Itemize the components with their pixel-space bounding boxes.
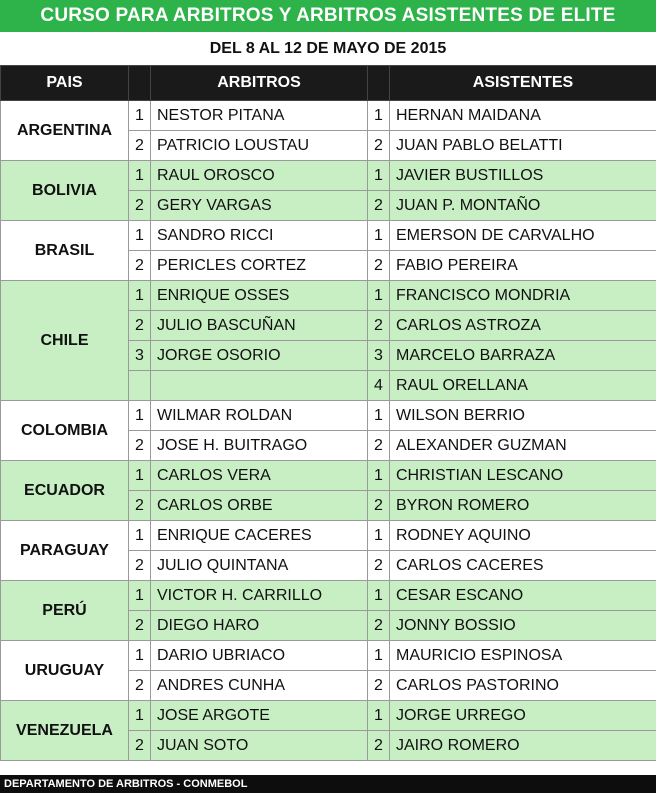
assistant-number: 2 — [368, 131, 390, 161]
country-cell: ECUADOR — [1, 461, 129, 521]
assistant-number: 2 — [368, 191, 390, 221]
referee-number: 2 — [129, 191, 151, 221]
referee-number: 1 — [129, 101, 151, 131]
assistant-number: 1 — [368, 701, 390, 731]
assistant-name: MARCELO BARRAZA — [390, 341, 656, 371]
referee-number: 2 — [129, 431, 151, 461]
referee-name: ENRIQUE OSSES — [151, 281, 368, 311]
referee-name: JUAN SOTO — [151, 731, 368, 761]
assistant-name: MAURICIO ESPINOSA — [390, 641, 656, 671]
referee-name: SANDRO RICCI — [151, 221, 368, 251]
table-row — [1, 221, 656, 251]
assistant-name: EMERSON DE CARVALHO — [390, 221, 656, 251]
referee-number: 1 — [129, 641, 151, 671]
table-row — [1, 281, 656, 311]
referee-number: 2 — [129, 491, 151, 521]
referee-name: PATRICIO LOUSTAU — [151, 131, 368, 161]
assistant-name: RODNEY AQUINO — [390, 521, 656, 551]
assistant-number: 1 — [368, 581, 390, 611]
assistant-name: HERNAN MAIDANA — [390, 101, 656, 131]
referee-number: 1 — [129, 161, 151, 191]
referee-name: CARLOS VERA — [151, 461, 368, 491]
assistant-number: 2 — [368, 731, 390, 761]
assistant-name: CARLOS CACERES — [390, 551, 656, 581]
assistant-number: 2 — [368, 431, 390, 461]
assistant-name: FRANCISCO MONDRIA — [390, 281, 656, 311]
referee-name: PERICLES CORTEZ — [151, 251, 368, 281]
assistant-number: 1 — [368, 641, 390, 671]
assistant-number: 4 — [368, 371, 390, 401]
assistant-name: JAIRO ROMERO — [390, 731, 656, 761]
referee-name: CARLOS ORBE — [151, 491, 368, 521]
assistant-name: JORGE URREGO — [390, 701, 656, 731]
country-cell: ARGENTINA — [1, 101, 129, 161]
assistant-name: CARLOS PASTORINO — [390, 671, 656, 701]
referee-name: JOSE ARGOTE — [151, 701, 368, 731]
referee-name: DIEGO HARO — [151, 611, 368, 641]
footer: DEPARTAMENTO DE ARBITROS - CONMEBOL — [0, 775, 656, 793]
table-header-row — [1, 66, 656, 101]
table-row — [1, 521, 656, 551]
referee-number: 2 — [129, 671, 151, 701]
referee-number: 1 — [129, 581, 151, 611]
referee-number: 3 — [129, 341, 151, 371]
page-title: CURSO PARA ARBITROS Y ARBITROS ASISTENTES DE ELITE — [0, 0, 656, 32]
header-spacer — [368, 66, 390, 101]
header-pais: PAIS — [1, 66, 129, 101]
referee-name: GERY VARGAS — [151, 191, 368, 221]
referee-name: JOSE H. BUITRAGO — [151, 431, 368, 461]
table-row — [1, 701, 656, 731]
referee-number: 1 — [129, 281, 151, 311]
header-arbitros: ARBITROS — [151, 66, 368, 101]
assistant-name: JUAN P. MONTAÑO — [390, 191, 656, 221]
assistant-name: CARLOS ASTROZA — [390, 311, 656, 341]
country-cell: BRASIL — [1, 221, 129, 281]
referee-name — [151, 371, 368, 401]
country-cell: PERÚ — [1, 581, 129, 641]
referee-name: RAUL OROSCO — [151, 161, 368, 191]
header-spacer — [129, 66, 151, 101]
assistant-name: JUAN PABLO BELATTI — [390, 131, 656, 161]
referee-name: JORGE OSORIO — [151, 341, 368, 371]
assistant-name: RAUL ORELLANA — [390, 371, 656, 401]
assistant-name: ALEXANDER GUZMAN — [390, 431, 656, 461]
referee-name: VICTOR H. CARRILLO — [151, 581, 368, 611]
assistant-number: 1 — [368, 101, 390, 131]
referee-number: 2 — [129, 611, 151, 641]
referee-name: ANDRES CUNHA — [151, 671, 368, 701]
referee-number: 1 — [129, 221, 151, 251]
referee-number: 2 — [129, 311, 151, 341]
assistant-name: CESAR ESCANO — [390, 581, 656, 611]
country-cell: COLOMBIA — [1, 401, 129, 461]
table-row — [1, 461, 656, 491]
referee-name: JULIO BASCUÑAN — [151, 311, 368, 341]
assistant-name: JAVIER BUSTILLOS — [390, 161, 656, 191]
table-row — [1, 101, 656, 131]
referee-number: 2 — [129, 131, 151, 161]
assistant-name: BYRON ROMERO — [390, 491, 656, 521]
referee-number: 1 — [129, 521, 151, 551]
referee-name: NESTOR PITANA — [151, 101, 368, 131]
referees-table — [0, 65, 656, 761]
referee-name: ENRIQUE CACERES — [151, 521, 368, 551]
assistant-name: FABIO PEREIRA — [390, 251, 656, 281]
referee-name: JULIO QUINTANA — [151, 551, 368, 581]
assistant-number: 2 — [368, 491, 390, 521]
table-row — [1, 161, 656, 191]
referee-number — [129, 371, 151, 401]
assistant-number: 1 — [368, 161, 390, 191]
assistant-number: 1 — [368, 521, 390, 551]
assistant-number: 2 — [368, 251, 390, 281]
assistant-number: 2 — [368, 311, 390, 341]
referee-number: 1 — [129, 401, 151, 431]
assistant-number: 2 — [368, 671, 390, 701]
assistant-name: JONNY BOSSIO — [390, 611, 656, 641]
page-subtitle: DEL 8 AL 12 DE MAYO DE 2015 — [0, 32, 656, 65]
table-body — [1, 101, 656, 761]
table-row — [1, 581, 656, 611]
assistant-name: CHRISTIAN LESCANO — [390, 461, 656, 491]
assistant-number: 2 — [368, 611, 390, 641]
country-cell: PARAGUAY — [1, 521, 129, 581]
referee-name: WILMAR ROLDAN — [151, 401, 368, 431]
assistant-number: 1 — [368, 461, 390, 491]
country-cell: VENEZUELA — [1, 701, 129, 761]
referee-number: 2 — [129, 551, 151, 581]
referee-number: 1 — [129, 461, 151, 491]
country-cell: URUGUAY — [1, 641, 129, 701]
assistant-number: 1 — [368, 281, 390, 311]
referee-number: 2 — [129, 251, 151, 281]
referee-number: 2 — [129, 731, 151, 761]
assistant-name: WILSON BERRIO — [390, 401, 656, 431]
assistant-number: 1 — [368, 221, 390, 251]
assistant-number: 3 — [368, 341, 390, 371]
table-row — [1, 641, 656, 671]
country-cell: CHILE — [1, 281, 129, 401]
header-asistentes: ASISTENTES — [390, 66, 656, 101]
referee-name: DARIO UBRIACO — [151, 641, 368, 671]
assistant-number: 1 — [368, 401, 390, 431]
referee-number: 1 — [129, 701, 151, 731]
country-cell: BOLIVIA — [1, 161, 129, 221]
assistant-number: 2 — [368, 551, 390, 581]
table-row — [1, 401, 656, 431]
